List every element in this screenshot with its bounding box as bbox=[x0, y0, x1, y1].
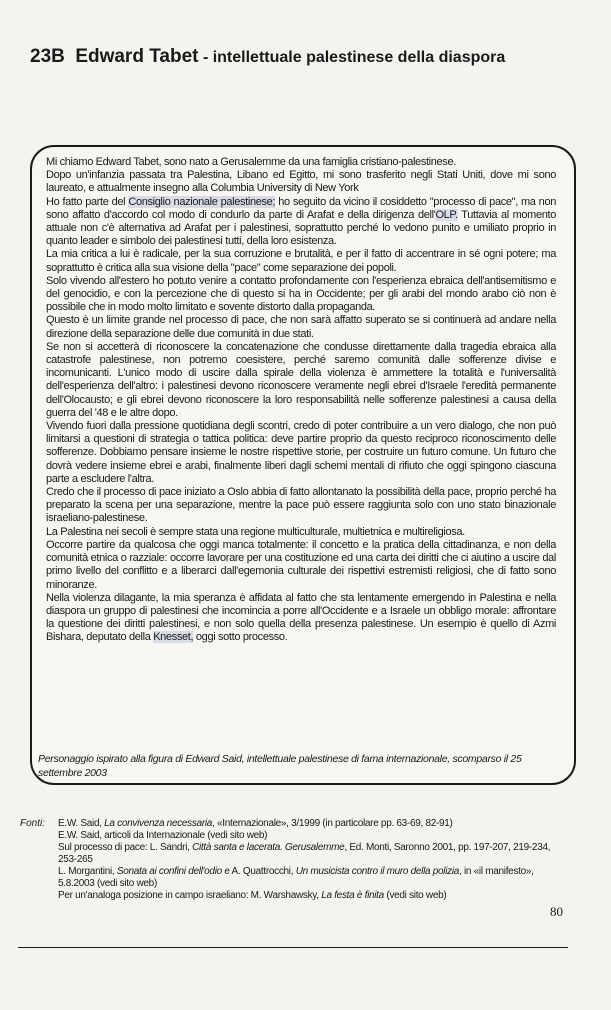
paragraph bbox=[46, 196, 556, 249]
title-subtitle: - intellettuale palestinese della diaspora bbox=[202, 49, 506, 66]
source-title: Un musicista contro il muro della polizia bbox=[295, 866, 460, 877]
text-run: Dopo un'infanzia passata tra Palestina, Libano ed Egitto, mi sono trasferito negli Stati Uniti, dove mi sono laureato, e attualmente insegno alla Columbia University di New York bbox=[46, 169, 556, 195]
source-text: L. Morgantini, bbox=[58, 866, 117, 877]
paragraph bbox=[46, 156, 556, 169]
text-run: Nella violenza dilagante, la mia speranza è affidata al fatto che sta lentamente emergendo in Palestina e nella diaspora un gruppo di palestinesi che incomincia a porre all'Occidente e a Israele un obbligo morale: affrontare la questione dei diritti palestinesi, e non solo quella della presenza palestinese. Un esempio è quello di Azmi Bishara, deputato della bbox=[46, 591, 556, 644]
sources-list bbox=[58, 818, 570, 902]
text-run: oggi sotto processo. bbox=[193, 631, 288, 644]
source-text: Sul processo di pace: L. Sandri, bbox=[58, 842, 193, 853]
paragraph bbox=[46, 248, 556, 274]
source-item bbox=[58, 818, 570, 830]
paragraph bbox=[46, 314, 556, 340]
highlighted-term: Consiglio nazionale palestinese; bbox=[128, 195, 276, 208]
paragraph bbox=[46, 341, 556, 420]
text-run: Se non si accetterà di riconoscere la concatenazione che condusse direttamente dalla tragedia ebraica alla catastrofe palestinese, non potremo coesistere, perché saremo comunità dalle sofferenze divise e incomunicanti. L'unico modo di uscire dalla spirale della violenza è ammettere la totalità e l'universalità dell'esperienza dell'altro: i palestinesi devono riconoscere veramente negli ebrei d'Israele l'eredità permanente dell'Olocausto; e gli ebrei devono riconoscere la loro responsabilità nelle sofferenze palestinesi a causa della guerra del '48 e le altre dopo. bbox=[46, 340, 556, 419]
source-item bbox=[58, 830, 570, 842]
text-run: Vivendo fuori dalla pressione quotidiana degli scontri, credo di poter contribuire a un vero dialogo, che non può limitarsi a questioni di strategia o tattica politica: deve partire proprio da questo reciproco riconoscimento delle sofferenze. Dobbiamo pensare insieme le nostre rispettive storie, per costruire un futuro comune. Un futuro che dovrà vedere insieme ebrei e arabi, finalmente liberi dagli schemi mentali di rifiuto che oggi spingono ciascuna parte a escludere l'altra. bbox=[46, 420, 556, 485]
text-run: Occorre partire da qualcosa che oggi manca totalmente: il concetto e la pratica della cittadinanza, e non della comunità etnica o razziale: occorre lavorare per una costituzione ed una carta dei diritti che ci aiutino a uscire dal primo livello del conflitto e a liberarci dall'egemonia culturale dei rispettivi estremisti religiosi, che di fatto sono minoranze. bbox=[46, 538, 556, 591]
text-run: Tuttavia al momento attuale non c'è alternativa ad Arafat per i palestinesi, soprattutto perché lo vedono punito e umiliato proprio in quanto leader e simbolo dei palestinesi tutti, della loro esistenza. bbox=[46, 208, 557, 248]
source-text: (vedi sito web) bbox=[383, 890, 447, 901]
source-text: , in «il manifesto», 5.8.2003 (vedi sito web) bbox=[58, 866, 534, 889]
source-item bbox=[58, 866, 570, 890]
text-run: La Palestina nei secoli è sempre stata una regione multiculturale, multietnica e multireligiosa. bbox=[46, 525, 465, 538]
source-item bbox=[58, 842, 570, 866]
paragraph bbox=[46, 486, 556, 526]
text-run: La mia critica a lui è radicale, per la sua corruzione e brutalità, e per il fatto di accentrare in sé ogni potere; ma soprattutto è critica alla sua visione della "pace" come separazione dei popoli. bbox=[46, 248, 556, 274]
caption-note: Personaggio ispirato alla figura di Edward Said, intellettuale palestinese di fama internazionale, scomparso il 25 settembre 2003 bbox=[38, 753, 522, 779]
source-text: E.W. Said, bbox=[58, 818, 105, 829]
text-run: Ho fatto parte del bbox=[46, 195, 129, 208]
text-run: Mi chiamo Edward Tabet, sono nato a Gerusalemme da una famiglia cristiano-palestinese. bbox=[46, 156, 456, 168]
page-number: 80 bbox=[550, 904, 563, 919]
paragraph bbox=[46, 526, 556, 539]
text-run: Solo vivendo all'estero ho potuto venire a contatto profondamente con l'esperienza ebraica dell'antisemitismo e del genocidio, e con la percezione che di questo si ha in Occidente; per gli arabi del mondo arabo ciò non è possibile che in modo molto limitato e sovente distorto dalla propaganda. bbox=[46, 274, 556, 314]
source-item bbox=[58, 890, 570, 902]
source-text: , «Internazionale», 3/1999 (in particolare pp. 63-69, 82-91) bbox=[212, 818, 453, 829]
source-text: E.W. Said, articoli da Internazionale (vedi sito web) bbox=[58, 830, 268, 841]
paragraph bbox=[46, 592, 556, 645]
section-code: 23B bbox=[30, 46, 65, 67]
text-run: Questo è un limite grande nel processo di pace, che non sarà affatto superato se si continuerà ad andare nella direzione della separazione delle due comunità in due stati. bbox=[46, 314, 556, 340]
testimony-text bbox=[46, 156, 556, 645]
source-text: e A. Quattrocchi, bbox=[221, 866, 296, 877]
sources-label: Fonti: bbox=[20, 818, 46, 829]
source-text: Per un'analoga posizione in campo israeliano: M. Warshawsky, bbox=[58, 890, 322, 901]
source-title: La convivenza necessaria bbox=[104, 818, 213, 829]
paragraph bbox=[46, 539, 556, 592]
text-run: Credo che il processo di pace iniziato a Oslo abbia di fatto allontanato la possibilità della pace, proprio perché ha preparato la scena per una separazione, mentre la pace può essere raggiunta solo con uno stato binazionale israeliano-palestinese. bbox=[46, 486, 556, 525]
source-title: Sonata ai confini dell'odio bbox=[116, 866, 222, 877]
text-run: ho seguito da vicino il cosiddetto "processo di pace", ma non sono affatto d'accordo col modo di condurlo da parte di Arafat e della dirigenza dell' bbox=[46, 195, 556, 221]
highlighted-term: Knesset, bbox=[153, 631, 194, 644]
paragraph bbox=[46, 420, 556, 486]
person-name: Edward Tabet bbox=[75, 46, 199, 67]
footer-rule bbox=[18, 947, 568, 948]
source-title: La festa è finita bbox=[321, 890, 384, 901]
source-text: , Ed. Monti, Saronno 2001, pp. 197-207, 219-234, 253-265 bbox=[58, 842, 551, 865]
source-title: Città santa e lacerata. Gerusalemme bbox=[192, 842, 345, 853]
page-title bbox=[30, 46, 505, 68]
highlighted-term: OLP. bbox=[435, 208, 458, 221]
paragraph bbox=[46, 169, 556, 195]
paragraph bbox=[46, 275, 556, 315]
